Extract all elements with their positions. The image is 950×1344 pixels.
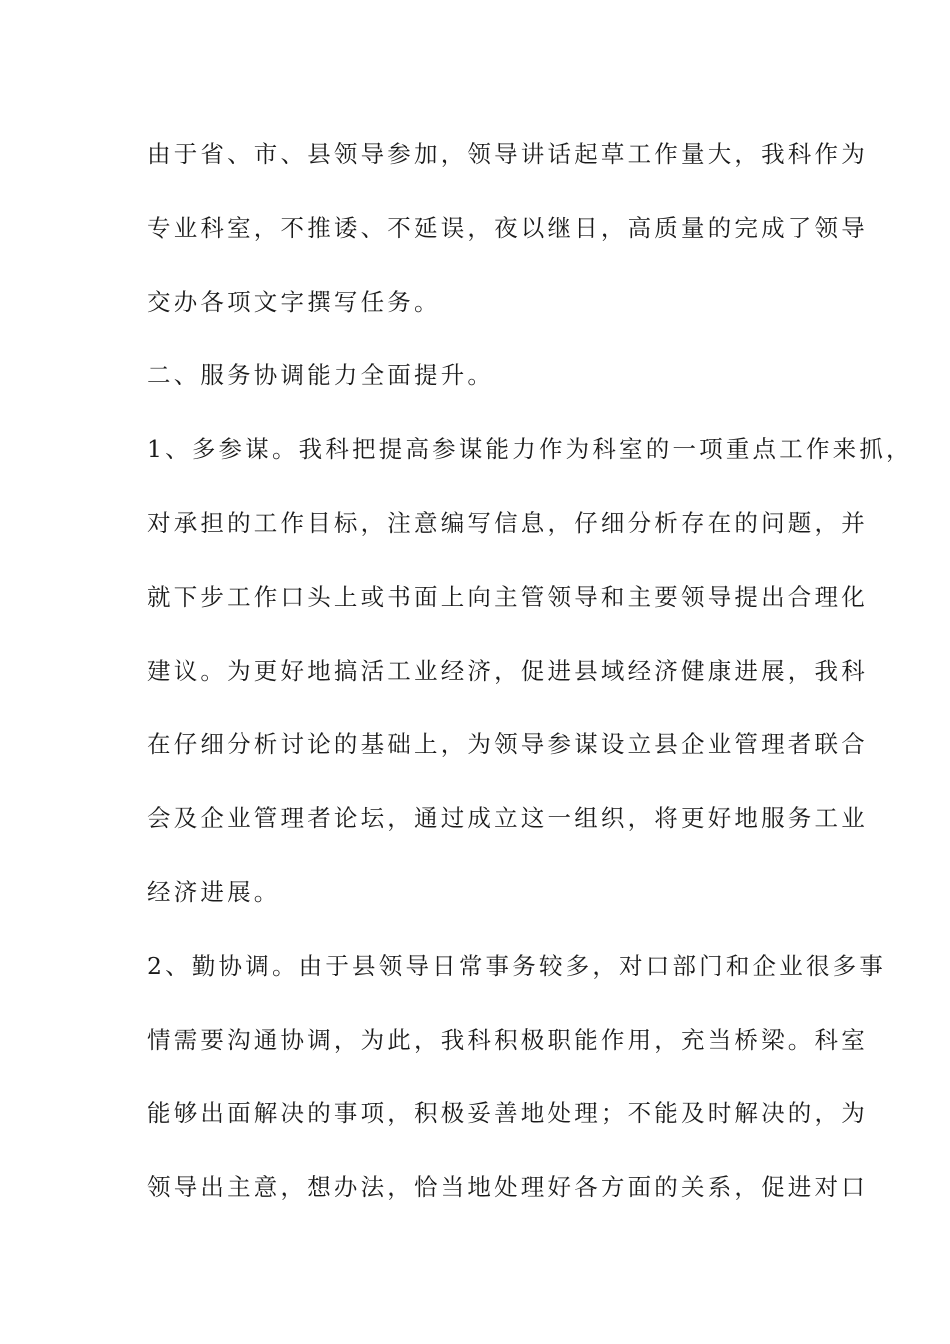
text-line: 2、勤协调。由于县领导日常事务较多，对口部门和企业很多事 (147, 951, 887, 980)
text-line: 由于省、市、县领导参加，领导讲话起草工作量大，我科作为 (147, 140, 868, 168)
text-line: 在仔细分析讨论的基础上，为领导参谋设立县企业管理者联合 (147, 730, 868, 759)
text-line: 会及企业管理者论坛，通过成立这一组织，将更好地服务工业 (147, 804, 868, 833)
text-line: 领导出主意，想办法，恰当地处理好各方面的关系，促进对口 (147, 1173, 868, 1202)
text-line: 能够出面解决的事项，积极妥善地处理；不能及时解决的，为 (147, 1099, 868, 1128)
text-line: 经济进展。 (147, 877, 281, 906)
text-line: 建议。为更好地搞活工业经济，促进县域经济健康进展，我科 (147, 656, 868, 685)
text-line: 对承担的工作目标，注意编写信息，仔细分析存在的问题，并 (147, 508, 868, 537)
text-line: 1、多参谋。我科把提高参谋能力作为科室的一项重点工作来抓， (147, 435, 913, 464)
text-line: 就下步工作口头上或书面上向主管领导和主要领导提出合理化 (147, 582, 868, 611)
text-line: 专业科室，不推诿、不延误，夜以继日，高质量的完成了领导 (147, 213, 868, 242)
text-line: 情需要沟通协调，为此，我科积极职能作用，充当桥梁。科室 (147, 1025, 868, 1054)
text-line: 交办各项文字撰写任务。 (147, 287, 441, 316)
section-heading: 二、服务协调能力全面提升。 (147, 361, 495, 390)
document-body (147, 134, 913, 1241)
